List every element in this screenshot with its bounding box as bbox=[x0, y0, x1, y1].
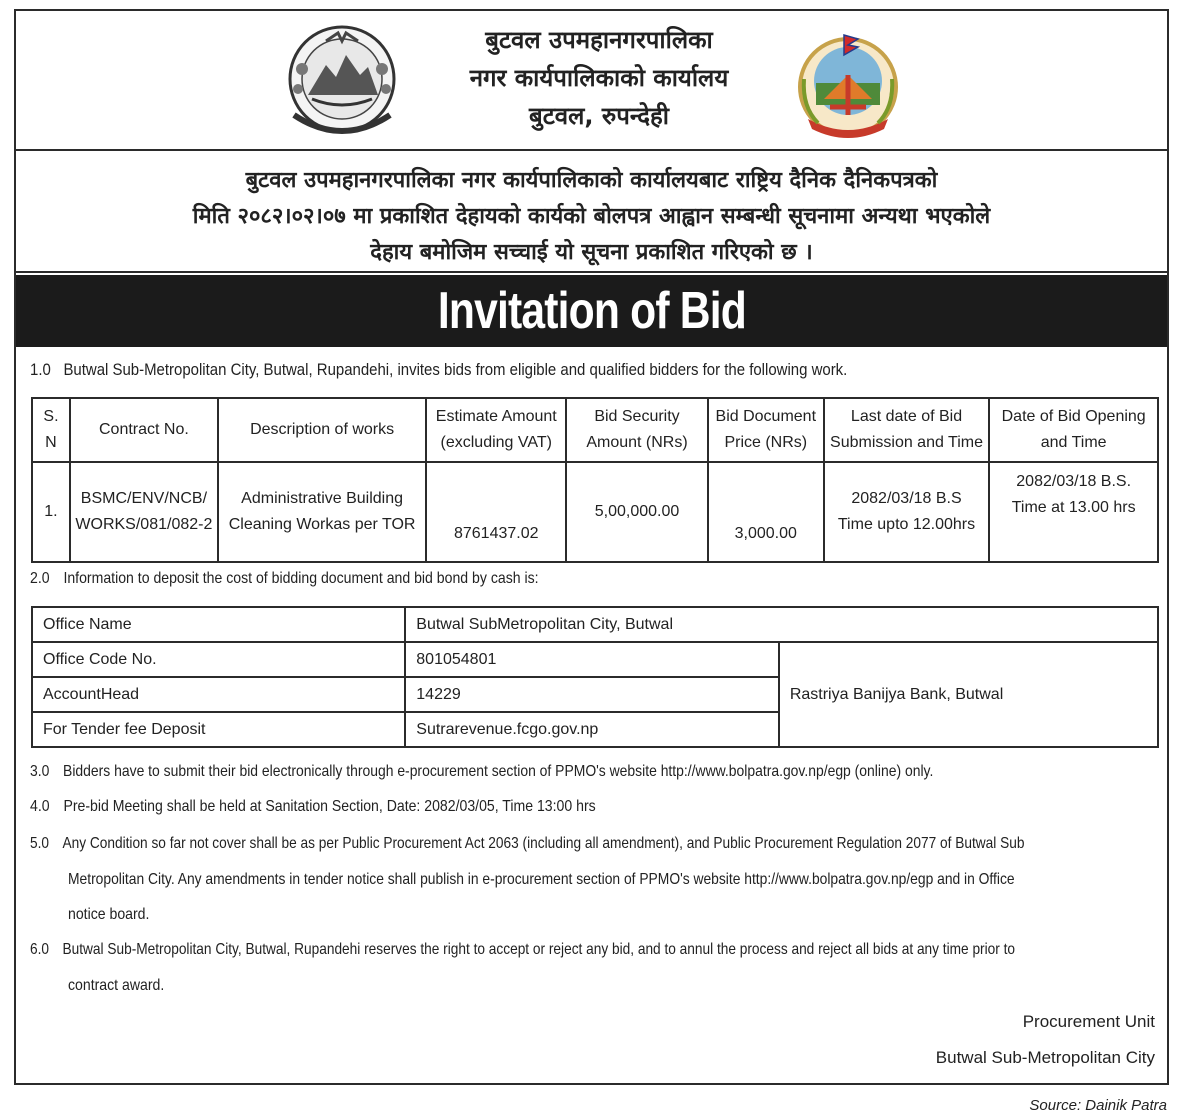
table-header-row bbox=[32, 398, 1158, 462]
bid-notice bbox=[14, 9, 1169, 1085]
office-name-value: Butwal SubMetropolitan City, Butwal bbox=[405, 607, 1158, 642]
source-credit: Source: Dainik Patra bbox=[1029, 1097, 1167, 1114]
section-text: Information to deposit the cost of bidding document and bid bond by cash is: bbox=[63, 570, 539, 587]
section-text: Pre-bid Meeting shall be held at Sanitation Section, Date: 2082/03/05, Time 13:00 hrs bbox=[63, 798, 596, 815]
section-text: Butwal Sub-Metropolitan City, Butwal, Rupandehi, invites bids from eligible and qualified bidders for the following work. bbox=[63, 360, 848, 379]
nepal-emblem-icon bbox=[280, 19, 404, 143]
deposit-table bbox=[31, 606, 1159, 748]
section-number: 3.0 bbox=[30, 763, 50, 780]
section-5-line-3 bbox=[68, 906, 149, 924]
section-2 bbox=[30, 570, 539, 588]
bank-name: Rastriya Banijya Bank, Butwal bbox=[779, 642, 1158, 747]
office-code-value: 801054801 bbox=[405, 642, 779, 677]
correction-line-3: देहाय बमोजिम सच्चाई यो सूचना प्रकाशित गरिएको छ । bbox=[370, 240, 813, 265]
municipality-name: बुटवल उपमहानगरपालिका bbox=[485, 26, 713, 54]
header-document-price: Bid Document Price (NRs) bbox=[708, 398, 824, 462]
office-name-label: Office Name bbox=[32, 607, 405, 642]
signature-organization: Butwal Sub-Metropolitan City bbox=[935, 1048, 1155, 1067]
cell-description: Administrative Building Cleaning Workas per TOR bbox=[218, 462, 427, 562]
account-head-value: 14229 bbox=[405, 677, 779, 712]
section-number: 1.0 bbox=[30, 360, 51, 379]
section-5-line-2 bbox=[68, 871, 1015, 889]
correction-line-2: मिति २०८२।०२।०७ मा प्रकाशित देहायको कार्यको बोलपत्र आह्वान सम्बन्धी सूचनामा अन्यथा भएकोले bbox=[192, 204, 991, 229]
cell-sn: 1. bbox=[32, 462, 70, 562]
section-6-line-2 bbox=[68, 977, 164, 995]
header-estimate: Estimate Amount (excluding VAT) bbox=[426, 398, 566, 462]
cell-document-price: 3,000.00 bbox=[708, 462, 824, 562]
table-row bbox=[32, 462, 1158, 562]
tender-deposit-label: For Tender fee Deposit bbox=[32, 712, 405, 747]
cell-opening-date: 2082/03/18 B.S. Time at 13.00 hrs bbox=[989, 462, 1158, 562]
table-row bbox=[32, 607, 1158, 642]
header-opening-date: Date of Bid Opening and Time bbox=[989, 398, 1158, 462]
section-number: 2.0 bbox=[30, 570, 50, 587]
tender-deposit-value: Sutrarevenue.fcgo.gov.np bbox=[405, 712, 779, 747]
section-3 bbox=[30, 763, 933, 781]
section-1 bbox=[30, 360, 847, 380]
section-text: Metropolitan City. Any amendments in tender notice shall publish in e-procurement section of PPMO's website http://www.bolpatra.gov.np/egp and in Office bbox=[68, 871, 1015, 888]
cell-bid-security: 5,00,000.00 bbox=[566, 462, 708, 562]
office-location: बुटवल, रुपन्देही bbox=[529, 102, 669, 130]
header-description: Description of works bbox=[218, 398, 427, 462]
cell-estimate: 8761437.02 bbox=[426, 462, 566, 562]
section-5 bbox=[30, 835, 1024, 853]
section-4 bbox=[30, 798, 596, 816]
section-6 bbox=[30, 941, 1015, 959]
notice-header bbox=[16, 11, 1167, 151]
section-text: Butwal Sub-Metropolitan City, Butwal, Rupandehi reserves the right to accept or reject any bid, and to annul the process and reject all bids at any time prior to bbox=[62, 941, 1016, 958]
section-number: 6.0 bbox=[30, 941, 50, 958]
cell-last-date: 2082/03/18 B.S Time upto 12.00hrs bbox=[824, 462, 990, 562]
account-head-label: AccountHead bbox=[32, 677, 405, 712]
header-sn: S. N bbox=[32, 398, 70, 462]
header-bid-security: Bid Security Amount (NRs) bbox=[566, 398, 708, 462]
correction-notice bbox=[16, 151, 1167, 273]
section-number: 5.0 bbox=[30, 835, 50, 852]
section-text: Bidders have to submit their bid electronically through e-procurement section of PPMO's website http://www.bolpatra.gov.np/egp (online) only. bbox=[63, 763, 934, 780]
header-contract-no: Contract No. bbox=[70, 398, 218, 462]
section-number: 4.0 bbox=[30, 798, 50, 815]
section-text: contract award. bbox=[68, 977, 165, 994]
cell-contract-no: BSMC/ENV/NCB/ WORKS/081/082-2 bbox=[70, 462, 218, 562]
table-row bbox=[32, 642, 1158, 677]
section-text: notice board. bbox=[68, 906, 150, 923]
signature-unit: Procurement Unit bbox=[1022, 1012, 1155, 1031]
office-name: नगर कार्यपालिकाको कार्यालय bbox=[469, 64, 729, 92]
office-code-label: Office Code No. bbox=[32, 642, 405, 677]
title-banner bbox=[16, 275, 1167, 347]
notice-title: Invitation of Bid bbox=[437, 282, 746, 340]
butwal-municipality-logo-icon bbox=[794, 29, 902, 141]
correction-line-1: बुटवल उपमहानगरपालिका नगर कार्यपालिकाको कार्यालयबाट राष्ट्रिय दैनिक दैनिकपत्रको bbox=[245, 168, 938, 193]
section-text: Any Condition so far not cover shall be as per Public Procurement Act 2063 (including all amendment), and Public Procurement Regulation 2077 of Butwal Sub bbox=[62, 835, 1025, 852]
bid-table bbox=[31, 397, 1159, 563]
header-last-date: Last date of Bid Submission and Time bbox=[824, 398, 990, 462]
municipality-heading bbox=[404, 21, 794, 135]
